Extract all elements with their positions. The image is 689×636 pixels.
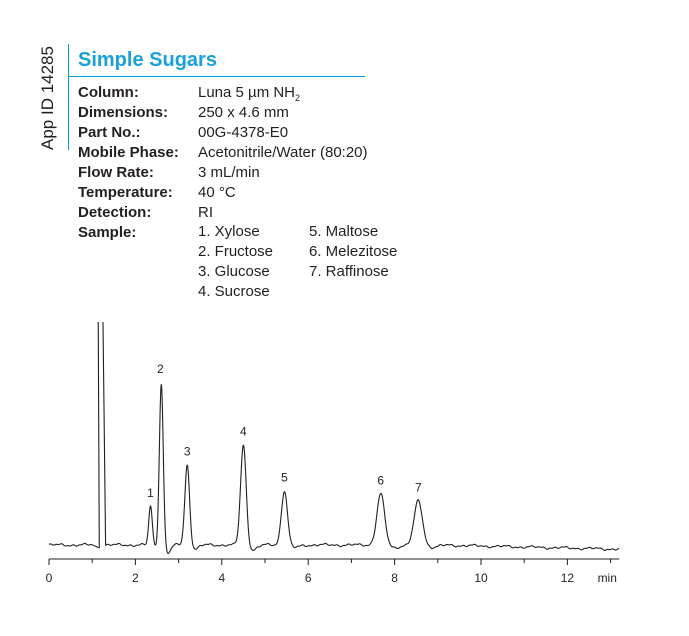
- peak-label-1: 1: [147, 485, 154, 500]
- chromatogram-trace: [49, 322, 619, 553]
- spec-label: Column:: [78, 84, 139, 101]
- sample-item: 2. Fructose: [198, 243, 274, 260]
- x-tick-label: 8: [391, 571, 398, 585]
- spec-label: Mobile Phase:: [78, 144, 179, 161]
- page-title: Simple Sugars: [78, 49, 217, 71]
- sample-item: 5. Maltose: [309, 223, 379, 240]
- spec-value: Acetonitrile/Water (80:20): [198, 144, 368, 161]
- x-tick-label: 10: [474, 571, 488, 585]
- spec-value: 40 °C: [198, 184, 236, 201]
- spec-value: 250 x 4.6 mm: [198, 104, 289, 121]
- peak-label-2: 2: [156, 362, 164, 377]
- x-tick-label: 0: [45, 571, 53, 585]
- sample-item: 4. Sucrose: [198, 283, 270, 300]
- peak-label-5: 5: [281, 470, 288, 485]
- x-tick-label: 6: [304, 571, 312, 585]
- spec-label: Sample:: [78, 224, 137, 241]
- spec-label: Detection:: [78, 204, 152, 221]
- x-axis-unit-label: min: [597, 571, 617, 585]
- x-tick-label: 2: [132, 571, 139, 585]
- spec-value: 3 mL/min: [198, 164, 260, 181]
- spec-label: Temperature:: [78, 184, 173, 201]
- sample-item: 7. Raffinose: [309, 263, 389, 280]
- x-tick-label: 4: [218, 571, 226, 585]
- spec-value: 00G-4378-E0: [198, 124, 289, 141]
- peak-label-7: 7: [415, 480, 422, 495]
- x-tick-label: 12: [560, 571, 575, 585]
- spec-value: Luna 5 µm $NH_2$: [198, 84, 301, 103]
- spec-label: Flow Rate:: [78, 164, 154, 181]
- spec-value: RI: [198, 204, 213, 221]
- sample-item: 1. Xylose: [198, 223, 260, 240]
- peak-label-4: 4: [240, 424, 247, 439]
- spec-label: Part No.:: [78, 124, 141, 141]
- peak-label-3: 3: [183, 444, 191, 459]
- spec-label: Dimensions:: [78, 104, 169, 121]
- peak-label-6: 6: [377, 473, 385, 488]
- sample-item: 3. Glucose: [198, 263, 270, 280]
- sample-item: 6. Melezitose: [309, 243, 398, 260]
- app-id-label: App ID 14285: [38, 46, 57, 150]
